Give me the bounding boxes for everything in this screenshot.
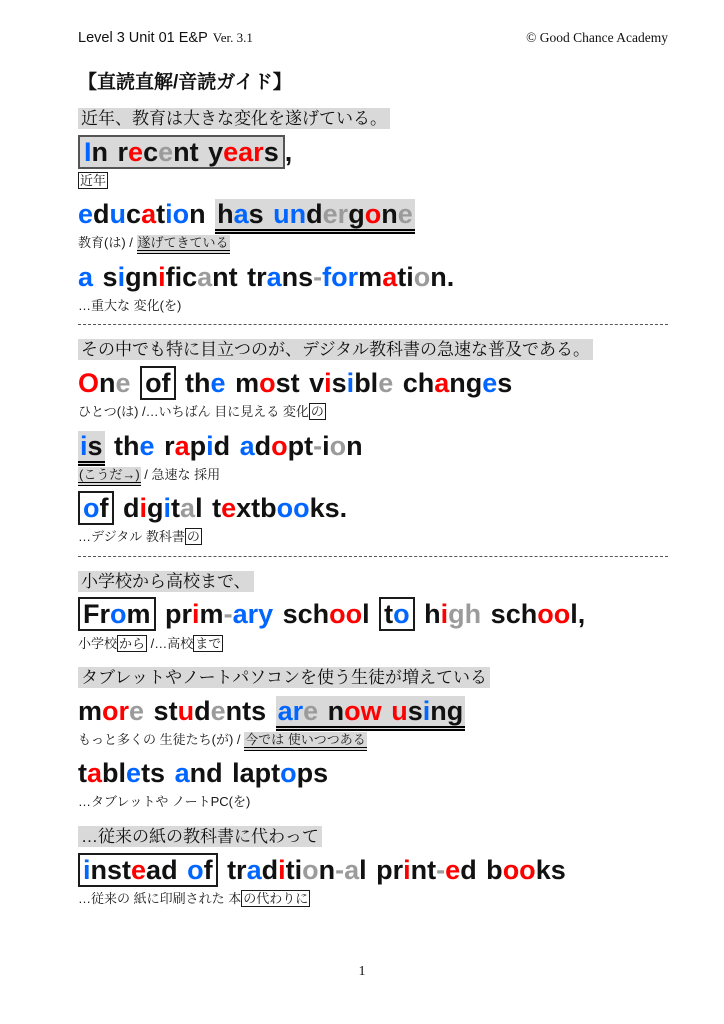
- english-chunk-plain: [78, 696, 276, 726]
- letter-segment: ks: [535, 854, 566, 885]
- letter-segment: pr: [155, 599, 193, 630]
- letter-segment: nts: [225, 695, 276, 726]
- gloss-line: [78, 296, 668, 316]
- letter-segment: u: [177, 695, 195, 726]
- letter-segment: ad: [146, 854, 188, 885]
- gloss-chunk-box: の代わりに: [243, 890, 309, 906]
- letter-segment: a: [266, 261, 282, 292]
- letter-segment: gh: [448, 599, 482, 630]
- letter-segment: xtb: [236, 493, 277, 524]
- gloss-line: [78, 465, 668, 485]
- letter-segment: c: [143, 136, 159, 167]
- japanese-sentence-highlight: 小学校から高校まで、: [78, 571, 254, 592]
- gloss-chunk-plain: もっと多くの 生徒たち(が) /: [78, 731, 245, 747]
- letter-segment: oo: [537, 599, 571, 630]
- letter-segment: io: [165, 199, 190, 230]
- gloss-line: [78, 233, 668, 253]
- letter-segment: a: [434, 368, 450, 399]
- letter-segment: e: [126, 758, 142, 789]
- letter-segment: n: [189, 199, 216, 230]
- letter-segment: i: [403, 854, 411, 885]
- letter-segment: m: [358, 261, 383, 292]
- letter-segment: -: [223, 599, 233, 630]
- letter-segment: e: [378, 368, 394, 399]
- letter-segment: for: [322, 261, 359, 292]
- english-chunk-plain: [78, 758, 328, 788]
- letter-segment: e: [210, 368, 226, 399]
- letter-segment: er: [322, 199, 349, 230]
- japanese-sentence-highlight: 近年、教育は大きな変化を遂げている。: [78, 108, 390, 129]
- letter-segment: h: [217, 199, 234, 230]
- separator: [78, 556, 668, 557]
- letter-segment: d: [93, 199, 110, 230]
- letter-segment: [382, 696, 392, 726]
- letter-segment: i: [80, 430, 88, 461]
- letter-segment: t: [384, 599, 394, 630]
- english-chunk-plain: [114, 493, 348, 523]
- gloss-chunk-plain: …デジタル 教科書: [78, 529, 185, 545]
- japanese-sentence-highlight: タブレットやノートパソコンを使う生徒が増えている: [78, 667, 490, 688]
- english-chunk-plain: [105, 431, 363, 461]
- letter-segment: m: [199, 599, 224, 630]
- gloss-chunk-box: の: [310, 404, 324, 420]
- letter-segment: n: [318, 854, 336, 885]
- guide-title: 【直読直解/音読ガイド】: [78, 72, 292, 93]
- letter-segment: o: [364, 199, 382, 230]
- letter-segment: i: [206, 430, 214, 461]
- japanese-sentence-line: [78, 570, 668, 595]
- japanese-sentence-highlight: …従来の紙の教科書に代わって: [78, 826, 322, 847]
- letter-segment: e: [115, 368, 131, 399]
- letter-segment: o: [393, 599, 410, 630]
- english-line: [78, 197, 668, 232]
- english-line: [78, 756, 668, 791]
- gloss-chunk-box: から: [119, 635, 146, 651]
- letter-segment: th: [104, 430, 140, 461]
- letter-segment: i: [440, 599, 449, 630]
- gloss-chunk-hl: (こうだ→): [78, 467, 141, 486]
- letter-segment: f: [99, 493, 109, 524]
- letter-segment: t: [171, 493, 181, 524]
- letter-segment: a: [239, 430, 255, 461]
- letter-segment: nt: [410, 854, 437, 885]
- letter-segment: bl: [354, 368, 379, 399]
- letter-segment: ch: [393, 368, 435, 399]
- letter-segment: e: [445, 854, 461, 885]
- letter-segment: i: [324, 368, 332, 399]
- letter-segment: sch: [481, 599, 538, 630]
- japanese-sentence-line: [78, 666, 668, 691]
- letter-segment: I: [84, 136, 92, 167]
- letter-segment: a: [246, 854, 262, 885]
- letter-segment: h: [414, 599, 441, 630]
- version-label: Ver. 3.1: [212, 30, 253, 45]
- letter-segment: a: [233, 199, 249, 230]
- gloss-chunk-plain: /…高校: [147, 635, 194, 651]
- letter-segment: oo: [329, 599, 363, 630]
- letter-segment: nd lapt: [189, 758, 281, 789]
- gloss-line: [78, 889, 668, 909]
- letter-segment: d: [306, 199, 323, 230]
- letter-segment: oo: [276, 493, 310, 524]
- letter-segment: m: [78, 695, 103, 726]
- letter-segment: n: [381, 199, 398, 230]
- letter-segment: -: [313, 261, 323, 292]
- letter-segment: l,: [570, 599, 586, 630]
- letter-segment: s: [93, 261, 118, 292]
- letter-segment: i: [192, 599, 200, 630]
- letter-segment: p: [189, 430, 207, 461]
- letter-segment: ar: [277, 695, 304, 726]
- letter-segment: d: [213, 430, 240, 461]
- letter-segment: e: [129, 695, 145, 726]
- letter-segment: o: [110, 599, 127, 630]
- letter-segment: a: [78, 261, 94, 292]
- letter-segment: e: [158, 136, 174, 167]
- separator: [78, 324, 668, 325]
- letter-segment: ear: [223, 136, 264, 167]
- letter-segment: sch: [273, 599, 330, 630]
- letter-segment: ti: [285, 854, 303, 885]
- english-chunk-plain: [78, 262, 454, 292]
- english-line: [78, 135, 668, 170]
- letter-segment: st: [144, 695, 178, 726]
- letter-segment: e: [303, 695, 319, 726]
- letter-segment: n: [346, 430, 363, 461]
- letter-segment: ks.: [309, 493, 348, 524]
- letter-segment: -: [313, 430, 323, 461]
- letter-segment: d b: [460, 854, 503, 885]
- english-line: [78, 260, 668, 295]
- letter-segment: ng: [430, 695, 464, 726]
- english-chunk-hl: [215, 199, 415, 234]
- english-line: [78, 853, 668, 888]
- gloss-chunk-plain: 教育(は) /: [78, 235, 137, 251]
- letter-segment: e: [221, 493, 237, 524]
- letter-segment: d: [113, 493, 140, 524]
- japanese-sentence-highlight: その中でも特に目立つのが、デジタル教科書の急速な普及である。: [78, 339, 593, 360]
- letter-segment: i: [158, 261, 166, 292]
- gloss-line: [78, 730, 668, 750]
- english-chunk-box: [78, 491, 114, 525]
- english-chunk-plain: [218, 855, 566, 885]
- letter-segment: e: [139, 430, 155, 461]
- letter-segment: tr: [217, 854, 247, 885]
- letter-segment: Fr: [83, 599, 110, 630]
- letter-segment: [131, 368, 141, 398]
- gloss-line: [78, 634, 668, 654]
- letter-segment: o: [280, 758, 297, 789]
- letter-segment: i: [117, 261, 126, 292]
- letter-segment: e: [482, 368, 498, 399]
- letter-segment: t: [78, 758, 87, 789]
- japanese-sentence-line: [78, 107, 668, 132]
- english-chunk-box: [140, 366, 175, 400]
- english-chunk-plain: [78, 199, 215, 229]
- letter-segment: ti: [397, 261, 414, 292]
- english-line: [78, 491, 668, 526]
- letter-segment: ns: [281, 261, 314, 292]
- letter-segment: O: [78, 368, 100, 399]
- english-chunk-plain: [78, 368, 140, 398]
- english-chunk-hl: [78, 431, 105, 466]
- letter-segment: ts: [141, 758, 175, 789]
- letter-segment: a: [174, 758, 190, 789]
- letter-segment: o: [83, 493, 100, 524]
- letter-segment: fic: [165, 261, 198, 292]
- letter-segment: i: [422, 695, 431, 726]
- letter-segment: n: [99, 368, 116, 399]
- letter-segment: n: [318, 695, 345, 726]
- copyright-text: © Good Chance Academy: [526, 30, 668, 45]
- gloss-line: [78, 171, 668, 191]
- letter-segment: u: [391, 695, 408, 726]
- gloss-chunk-box: 近年: [80, 172, 107, 188]
- letter-segment: s: [263, 136, 279, 167]
- unit-title: Level 3 Unit 01 E&P: [78, 30, 208, 46]
- letter-segment: r: [154, 430, 175, 461]
- letter-segment: o: [329, 430, 347, 461]
- english-line: [78, 366, 668, 401]
- letter-segment: ng: [449, 368, 483, 399]
- letter-segment: -: [335, 854, 345, 885]
- letter-segment: a: [180, 493, 196, 524]
- letter-segment: pt: [287, 430, 314, 461]
- letter-segment: i: [83, 854, 91, 885]
- gloss-chunk-plain: …タブレットや ノートPC(を): [78, 794, 251, 810]
- gloss-chunk-hl: 今では 使いつつある: [244, 732, 367, 751]
- japanese-sentence-line: [78, 825, 668, 850]
- document-body: [78, 107, 668, 908]
- letter-segment: m: [126, 599, 151, 630]
- letter-segment: nt tr: [212, 261, 267, 292]
- english-chunk-plain: [415, 599, 586, 629]
- letter-segment: i: [163, 493, 172, 524]
- gloss-chunk-box: まで: [195, 635, 222, 651]
- gloss-line: [78, 527, 668, 547]
- letter-segment: o: [302, 854, 319, 885]
- letter-segment: e: [131, 854, 147, 885]
- letter-segment: ary: [232, 599, 274, 630]
- english-line: [78, 429, 668, 464]
- letter-segment: a: [87, 758, 103, 789]
- letter-segment: o: [259, 368, 276, 399]
- english-chunk-plain: [176, 368, 513, 398]
- letter-segment: bl: [102, 758, 127, 789]
- letter-segment: s: [331, 368, 347, 399]
- letter-segment: gn: [125, 261, 159, 292]
- japanese-sentence-line: [78, 338, 668, 363]
- letter-segment: s: [497, 368, 513, 399]
- letter-segment: f: [203, 854, 213, 885]
- letter-segment: nt y: [173, 136, 224, 167]
- letter-segment: e: [210, 695, 226, 726]
- letter-segment: e: [397, 199, 413, 230]
- gloss-chunk-plain: …重大な 変化(を): [78, 297, 182, 313]
- letter-segment: e: [78, 199, 94, 230]
- letter-segment: i: [139, 493, 148, 524]
- letter-segment: of: [145, 368, 171, 399]
- letter-segment: ow: [344, 695, 382, 726]
- letter-segment: i: [346, 368, 355, 399]
- letter-segment: u: [109, 199, 127, 230]
- letter-segment: a: [141, 199, 157, 230]
- english-chunk-plain: [285, 137, 293, 167]
- letter-segment: st v: [275, 368, 325, 399]
- letter-segment: ps: [296, 758, 329, 789]
- letter-segment: a: [344, 854, 360, 885]
- english-chunk-box: [379, 597, 415, 631]
- letter-segment: a: [197, 261, 213, 292]
- gloss-chunk-plain: …従来の 紙に印刷された 本: [78, 890, 242, 906]
- page-number: 1: [358, 964, 366, 979]
- gloss-line: [78, 402, 668, 422]
- gloss-chunk-box: の: [186, 529, 200, 545]
- letter-segment: a: [174, 430, 190, 461]
- english-chunk-box: [78, 597, 156, 631]
- letter-segment: l t: [195, 493, 222, 524]
- english-chunk-hl: [276, 696, 466, 731]
- letter-segment: e: [128, 136, 144, 167]
- page-header: [78, 30, 668, 46]
- letter-segment: or: [102, 695, 130, 726]
- letter-segment: nst: [90, 854, 132, 885]
- gloss-chunk-plain: ひとつ(は) /…いちばん 目に見える 変化: [78, 404, 309, 420]
- letter-segment: l: [362, 599, 380, 630]
- letter-segment: s: [248, 199, 274, 230]
- letter-segment: l pr: [359, 854, 404, 885]
- letter-segment: s: [87, 430, 103, 461]
- letter-segment: ,: [284, 136, 293, 167]
- letter-segment: g: [348, 199, 365, 230]
- english-chunk-box: [78, 853, 218, 887]
- gloss-chunk-plain: 小学校: [78, 635, 118, 651]
- header-left: [78, 30, 253, 46]
- letter-segment: g: [147, 493, 164, 524]
- letter-segment: t: [156, 199, 166, 230]
- letter-segment: d: [261, 854, 279, 885]
- letter-segment: un: [273, 199, 307, 230]
- letter-segment: o: [271, 430, 288, 461]
- letter-segment: n.: [430, 261, 455, 292]
- gloss-chunk-plain: / 急速な 採用: [140, 466, 221, 482]
- english-line: [78, 694, 668, 729]
- letter-segment: d: [254, 430, 272, 461]
- gloss-chunk-hl: 遂げてきている: [137, 235, 230, 254]
- letter-segment: i: [322, 430, 330, 461]
- letter-segment: d: [194, 695, 211, 726]
- letter-segment: c: [126, 199, 142, 230]
- letter-segment: i: [278, 854, 286, 885]
- english-chunk-plain: [156, 599, 380, 629]
- letter-segment: -: [436, 854, 446, 885]
- gloss-line: [78, 792, 668, 812]
- english-line: [78, 597, 668, 632]
- letter-segment: m: [225, 368, 260, 399]
- letter-segment: n r: [91, 136, 129, 167]
- letter-segment: s: [407, 695, 423, 726]
- letter-segment: o: [413, 261, 431, 292]
- letter-segment: a: [382, 261, 398, 292]
- letter-segment: oo: [502, 854, 536, 885]
- english-chunk-boxfill: [78, 135, 285, 169]
- letter-segment: o: [187, 854, 204, 885]
- letter-segment: th: [175, 368, 211, 399]
